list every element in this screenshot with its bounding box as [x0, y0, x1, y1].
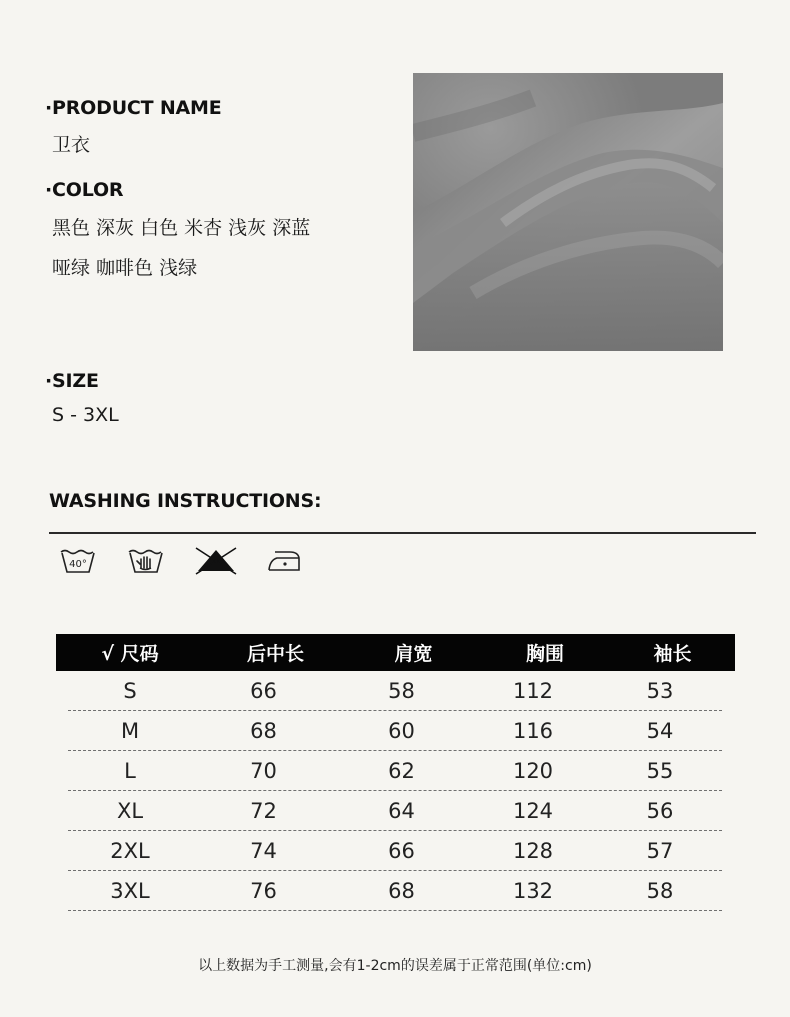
cell-chest: 132	[512, 878, 554, 903]
cell-size: L	[124, 758, 136, 783]
svg-text:40°: 40°	[69, 559, 87, 570]
cell-size: 2XL	[110, 838, 150, 863]
cell-size: 3XL	[110, 878, 150, 903]
table-row	[68, 671, 722, 711]
cell-shoulder-width: 66	[388, 838, 415, 863]
hand-wash-icon	[126, 544, 166, 576]
table-row	[68, 871, 722, 911]
cell-chest: 116	[512, 718, 554, 743]
cell-shoulder-width: 64	[388, 798, 415, 823]
cell-back-length: 66	[250, 678, 277, 703]
cell-sleeve-length: 54	[646, 718, 674, 743]
cell-chest: 120	[512, 758, 554, 783]
size-label: ·SIZE	[45, 370, 99, 392]
table-row	[68, 791, 722, 831]
cell-size: XL	[116, 798, 144, 823]
cell-shoulder-width: 68	[388, 878, 415, 903]
measurement-footnote: 以上数据为手工测量,会有1-2cm的误差属于正常范围(单位:cm)	[198, 958, 592, 974]
fabric-closeup-image	[413, 73, 723, 351]
product-name-label: ·PRODUCT NAME	[45, 97, 222, 119]
cell-sleeve-length: 58	[646, 878, 674, 903]
cell-sleeve-length: 53	[646, 678, 674, 703]
iron-low-heat-icon	[264, 544, 304, 576]
cell-back-length: 68	[250, 718, 277, 743]
cell-size: M	[120, 718, 140, 743]
color-list-line-1: 黑色 深灰 白色 米杏 浅灰 深蓝	[52, 217, 311, 239]
cell-sleeve-length: 57	[646, 838, 674, 863]
cell-back-length: 72	[250, 798, 277, 823]
cell-size: S	[123, 678, 137, 703]
cell-back-length: 70	[250, 758, 277, 783]
table-row	[68, 711, 722, 751]
section-divider	[49, 532, 756, 534]
header-shoulder-width: 肩宽	[394, 643, 433, 665]
cell-shoulder-width: 62	[388, 758, 415, 783]
machine-wash-40-icon	[58, 544, 98, 576]
cell-back-length: 76	[250, 878, 277, 903]
table-row	[68, 831, 722, 871]
cell-back-length: 74	[250, 838, 277, 863]
size-chart-header-row	[56, 634, 735, 671]
cell-chest: 128	[512, 838, 554, 863]
cell-chest: 124	[512, 798, 554, 823]
washing-instructions-title: WASHING INSTRUCTIONS:	[49, 490, 322, 512]
color-list-line-2: 哑绿 咖啡色 浅绿	[52, 257, 198, 279]
do-not-bleach-icon	[194, 544, 234, 576]
header-sleeve-length: 袖长	[653, 643, 692, 665]
cell-sleeve-length: 55	[646, 758, 674, 783]
cell-sleeve-length: 56	[646, 798, 674, 823]
size-chart-table	[56, 634, 735, 911]
product-name-value: 卫衣	[52, 134, 91, 156]
cell-shoulder-width: 60	[388, 718, 415, 743]
size-range-value: S - 3XL	[52, 404, 119, 426]
table-row	[68, 751, 722, 791]
cell-shoulder-width: 58	[388, 678, 415, 703]
header-chest: 胸围	[525, 643, 564, 665]
header-size: √ 尺码	[101, 643, 159, 665]
header-back-length: 后中长	[246, 643, 304, 665]
cell-chest: 112	[512, 678, 554, 703]
color-label: ·COLOR	[45, 179, 124, 201]
